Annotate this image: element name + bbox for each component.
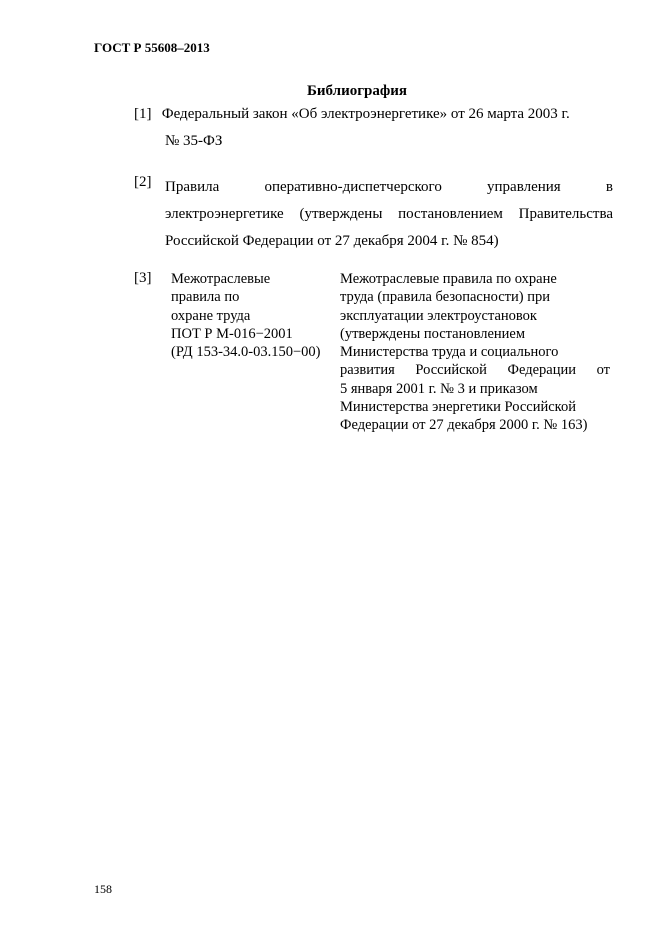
entry-number: [1] [134, 106, 152, 122]
entry-text-line: Межотраслевые [171, 271, 271, 287]
bibliography-entry-3-description [340, 270, 610, 435]
entry-text-line: (РД 153-34.0-03.150−00) [171, 344, 321, 361]
entry-text-line: охране труда [171, 307, 251, 324]
bibliography-entry-1 [134, 106, 570, 123]
entry-text-line: ПОТ Р М-016−2001 [171, 325, 293, 342]
entry-text-line: развития Российской Федерации от [340, 362, 610, 379]
entry-text-line: Министерства энергетики Российской [340, 399, 576, 416]
entry-text-line: Правила оперативно-диспетчерского управления в [165, 179, 613, 195]
entry-number: [3] [134, 270, 152, 286]
entry-text-line: эксплуатации электроустановок [340, 307, 537, 324]
page-number: 158 [94, 882, 112, 896]
entry-text-line: электроэнергетике (утверждены постановлением Правительства [165, 206, 613, 222]
entry-text-line: Российской Федерации от 27 декабря 2004 г. № 854) [165, 233, 499, 249]
entry-text-line: правила по [171, 289, 240, 306]
bibliography-entry-3-designation [171, 270, 336, 361]
entry-text-line: 5 января 2001 г. № 3 и приказом [340, 380, 538, 397]
entry-text-line: Межотраслевые правила по охране [340, 271, 557, 287]
entry-text-line: (утверждены постановлением [340, 325, 526, 342]
entry-text-line: труда (правила безопасности) при [340, 289, 550, 306]
bibliography-entry-2 [165, 174, 613, 255]
entry-text-line: Федеральный закон «Об электроэнергетике» от 26 марта 2003 г. [161, 106, 570, 122]
document-code-header: ГОСТ Р 55608–2013 [94, 40, 210, 55]
entry-text-line: Министерства труда и социального [340, 344, 559, 361]
entry-text-line: № 35-ФЗ [165, 133, 223, 149]
entry-text-line: Федерации от 27 декабря 2000 г. № 163) [340, 417, 588, 434]
entry-number: [2] [134, 174, 152, 190]
bibliography-title: Библиография [306, 83, 408, 99]
